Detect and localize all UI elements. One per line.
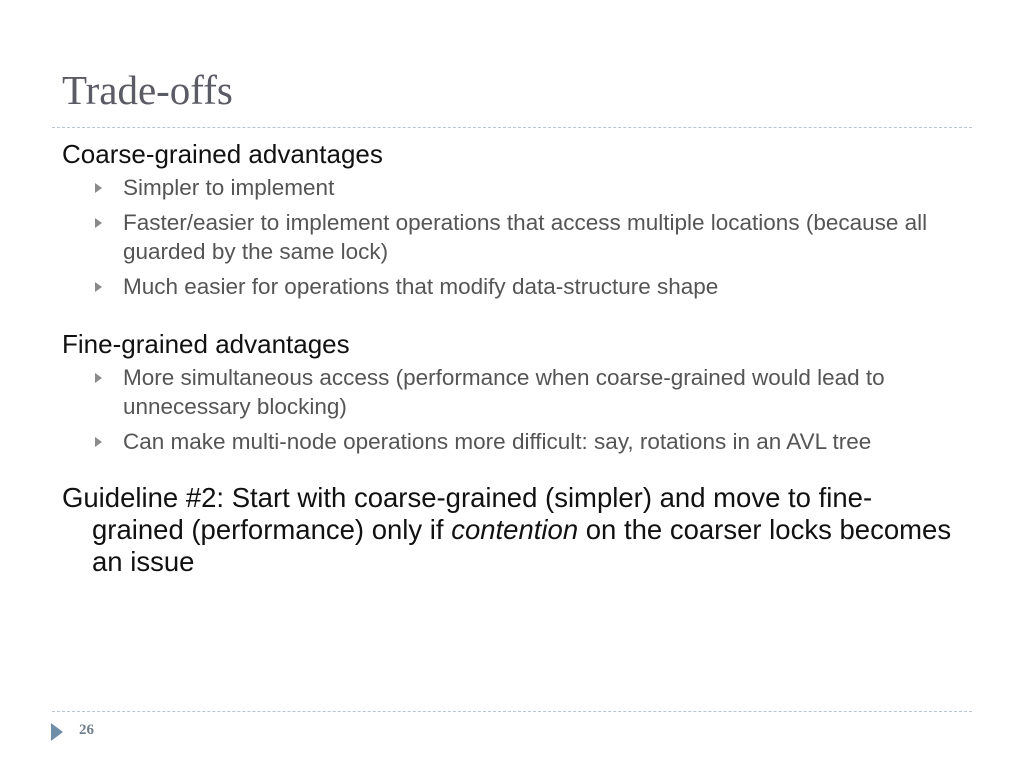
fine-heading: Fine-grained advantages [62, 329, 350, 359]
guideline-emphasis: contention [451, 514, 579, 545]
bullet-text: Can make multi-node operations more difficult: say, rotations in an AVL tree [123, 429, 872, 454]
title-divider [52, 127, 972, 128]
bullet-item [62, 173, 962, 202]
triangle-right-icon [95, 437, 102, 447]
fine-bullet-list [62, 363, 962, 456]
bullet-text: More simultaneous access (performance when coarse-grained would lead to unnecessary blocking) [123, 365, 885, 419]
triangle-right-icon [51, 723, 63, 741]
section-spacer [62, 462, 962, 482]
page-number: 26 [79, 722, 94, 738]
bullet-text: Simpler to implement [123, 175, 335, 200]
slide-title: Trade-offs [62, 67, 233, 113]
triangle-right-icon [95, 373, 102, 383]
triangle-right-icon [95, 282, 102, 292]
guideline-text [62, 482, 962, 578]
triangle-right-icon [95, 218, 102, 228]
bullet-item [62, 363, 962, 421]
bullet-text: Faster/easier to implement operations that access multiple locations (because all guarded by the same lock) [123, 210, 928, 264]
coarse-bullet-list [62, 173, 962, 301]
guideline-before: Guideline #2: Start with coarse-grained (simpler) and move to fine-grained (performance) only if [62, 482, 873, 545]
guideline-after: on the coarser locks becomes an issue [92, 514, 952, 577]
coarse-heading: Coarse-grained advantages [62, 139, 383, 169]
section-spacer [62, 307, 962, 328]
slide-content [62, 138, 962, 578]
footer-divider [52, 711, 972, 712]
bullet-item [62, 427, 962, 456]
bullet-item [62, 208, 962, 266]
triangle-right-icon [95, 183, 102, 193]
bullet-text: Much easier for operations that modify data-structure shape [123, 274, 719, 299]
bullet-item [62, 272, 962, 301]
